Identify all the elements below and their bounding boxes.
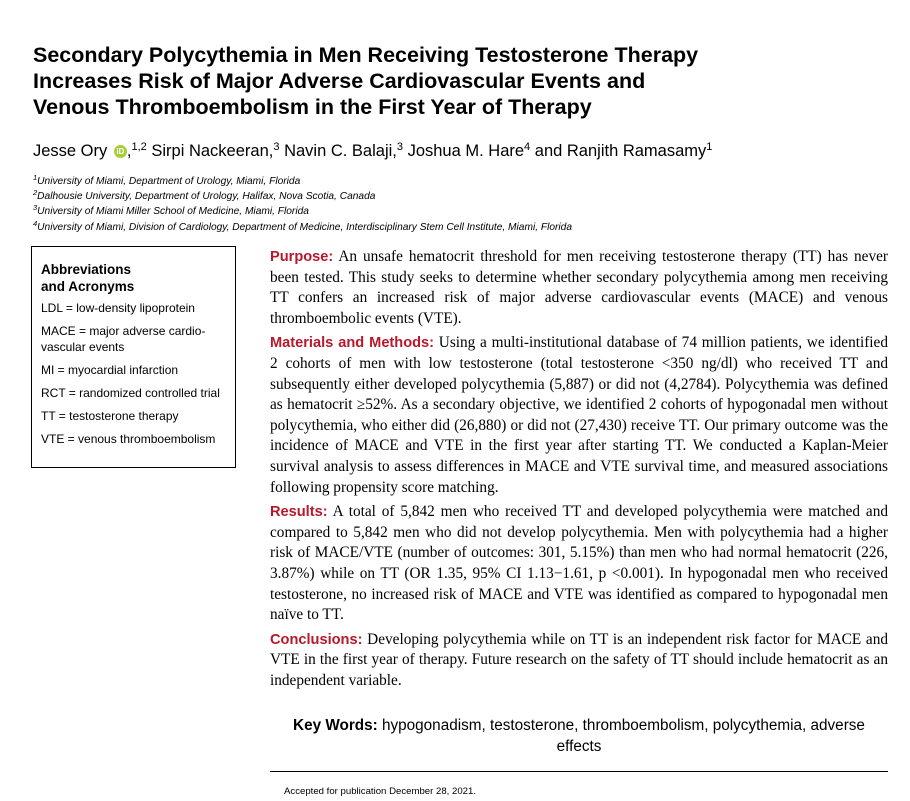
accepted-date: Accepted for publication December 28, 2021.: [284, 786, 476, 797]
author-affil-sup: 4: [524, 141, 531, 153]
title-line-3: Venous Thromboembolism in the First Year of Therapy: [33, 95, 592, 119]
author-name: Jesse Ory: [33, 142, 108, 160]
author-list: Jesse Ory iD ,$^{1,2}$ Sirpi Nackeeran,$^3$ Navin C. Balaji,$^3$ Joshua M. Hare$^4$ and Ranjith Ramasamy$^1$: [33, 141, 713, 160]
methods-label: Materials and Methods:: [270, 335, 435, 352]
divider: [270, 771, 888, 772]
abstract: [270, 247, 888, 695]
title-line-2: Increases Risk of Major Adverse Cardiovascular Events and: [33, 69, 646, 93]
abbreviation-item: MI = myocardial infarction: [41, 362, 179, 377]
conclusions-text: Developing polycythemia while on TT is an independent risk factor for MACE and VTE in the first year of therapy. Future research on the safety of TT should include hematocrit as an independent variable.: [270, 630, 888, 689]
orcid-icon[interactable]: iD: [114, 145, 127, 158]
abbreviation-item: MACE = major adverse cardio-vascular events: [41, 324, 206, 354]
results-text: A total of 5,842 men who received TT and developed polycythemia were matched and compared to 5,842 men who did not develop polycythemia. Men with polycythemia had a higher risk of MACE/VTE (number of outcomes: 301, 5.15%) than men who had normal hematocrit (226, 3.87%) while on TT (OR 1.35, 95% CI 1.13−1.61, p <0.001). In hypogonadal men who received testosterone, no increased risk of MACE and VTE was identified as compared to hypogonadal men naïve to TT.: [270, 503, 888, 624]
author-name: and Ranjith Ramasamy: [534, 142, 707, 160]
abstract-purpose: [270, 247, 888, 329]
key-words: [270, 716, 888, 757]
purpose-label: Purpose:: [270, 249, 334, 265]
author-affil-sup: 1: [706, 141, 713, 153]
purpose-text: An unsafe hematocrit threshold for men receiving testosterone therapy (TT) has never been tested. This study seeks to determine whether secondary polycythemia among men receiving TT confers an increased risk of major adverse cardiovascular events (MACE) and venous thromboembolic events (VTE).: [270, 248, 888, 327]
affiliation: $^2$Dalhousie University, Department of Urology, Halifax, Nova Scotia, Canada: [33, 188, 376, 203]
abbreviation-item: RCT = randomized controlled trial: [41, 385, 220, 400]
key-words-label: Key Words:: [293, 717, 378, 734]
key-words-text: hypogonadism, testosterone, thromboembolism, polycythemia, adverse effects: [382, 717, 865, 755]
abbreviations-heading: Abbreviations and Acronyms: [41, 262, 135, 294]
title-line-1: Secondary Polycythemia in Men Receiving Testosterone Therapy: [33, 43, 699, 67]
results-label: Results:: [270, 504, 328, 521]
abbreviation-item: TT = testosterone therapy: [41, 408, 179, 423]
abstract-conclusions: [270, 630, 888, 692]
abbreviation-item: VTE = venous thromboembolism: [41, 431, 216, 446]
article-title: [33, 42, 893, 120]
abstract-results: [270, 502, 888, 626]
affiliation: $^4$University of Miami, Division of Cardiology, Department of Medicine, Interdisciplinary Stem Cell Institute, Miami, Florida: [33, 218, 573, 233]
author-affil-sup: 3: [273, 141, 280, 153]
author-name: Navin C. Balaji,: [284, 142, 397, 160]
affiliation: $^3$University of Miami Miller School of Medicine, Miami, Florida: [33, 203, 309, 218]
author-affil-sup: 1,2: [131, 141, 147, 153]
author-name: Sirpi Nackeeran,: [151, 142, 274, 160]
methods-text: Using a multi-institutional database of 74 million patients, we identified 2 cohorts of men with low testosterone (total testosterone <350 ng/dl) who received TT and subsequently either developed polycythemia (5,887) or did not (4,2784). Polycythemia was defined as hematocrit ≥52%. As a secondary objective, we identified 2 cohorts of hypogonadal men without polycythemia, who either did (26,880) or did not (27,430) receive TT. Our primary outcome was the incidence of MACE and VTE in the first year after starting TT. We conducted a Kaplan-Meier survival analysis to assess differences in MACE and VTE survival time, and measured associations following propensity score matching.: [270, 334, 888, 496]
abbreviations-box: [31, 246, 236, 468]
author-affil-sup: 3: [396, 141, 403, 153]
affiliation-list: [33, 174, 572, 235]
author-name: Joshua M. Hare: [407, 142, 525, 160]
affiliation: $^1$University of Miami, Department of Urology, Miami, Florida: [33, 173, 301, 187]
abbreviation-item: LDL = low-density lipoprotein: [41, 301, 195, 315]
conclusions-label: Conclusions:: [270, 631, 363, 648]
abstract-methods: [270, 333, 888, 498]
